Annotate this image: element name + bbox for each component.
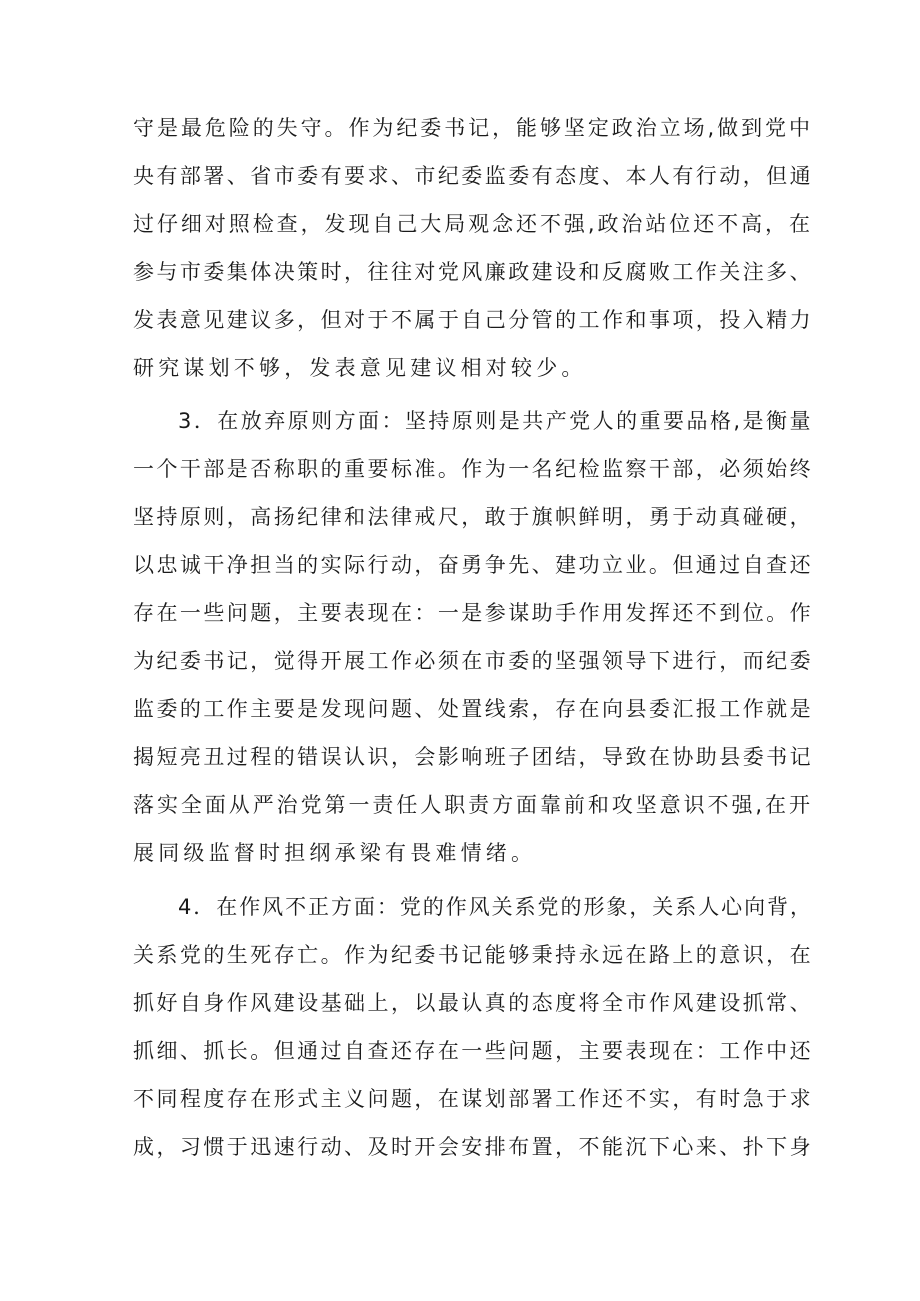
text-line-content: 监委的工作主要是发现问题、处置线索，存在向县委汇报工作就是 [133, 697, 814, 721]
text-line-content: 坚持原则，高扬纪律和法律戒尺，敢于旗帜鲜明，勇于动真碰硬， [133, 505, 814, 529]
text-line-content: 一个干部是否称职的重要标准。作为一名纪检监察干部，必须始终 [133, 457, 814, 481]
text-line-content: 过仔细对照检查，发现自己大局观念还不强,政治站位还不高，在 [133, 212, 813, 236]
text-line-content: 抓细、抓长。但通过自查还存在一些问题，主要表现在：工作中还 [133, 1039, 814, 1063]
text-line [133, 638, 920, 684]
text-line [133, 830, 920, 876]
text-line-content: 发表意见建议多，但对于不属于自己分管的工作和事项，投入精力 [133, 308, 814, 332]
text-line [133, 153, 920, 199]
text-line [133, 201, 920, 247]
text-line-content: 展同级监督时担纲承梁有畏难情绪。 [133, 841, 537, 865]
text-line [133, 345, 920, 391]
text-line-content: 揭短亮丑过程的错误认识，会影响班子团结，导致在协助县委书记 [133, 745, 814, 769]
text-line-content: 参与市委集体决策时，往往对党风廉政建设和反腐败工作关注多、 [133, 260, 814, 284]
text-line-content: 3．在放弃原则方面：坚持原则是共产党人的重要品格,是衡量 [178, 409, 813, 433]
text-line-content: 抓好自身作风建设基础上，以最认真的态度将全市作风建设抓常、 [133, 991, 814, 1015]
text-line-content: 4．在作风不正方面：党的作风关系党的形象，关系人心向背， [178, 895, 813, 919]
text-line-content: 央有部署、省市委有要求、市纪委监委有态度、本人有行动，但通 [133, 164, 814, 188]
text-line-content: 存在一些问题，主要表现在：一是参谋助手作用发挥还不到位。作 [133, 601, 814, 625]
text-line [133, 980, 920, 1026]
text-line [133, 1076, 920, 1122]
text-line-content: 不同程度存在形式主义问题，在谋划部署工作还不实，有时急于求 [133, 1087, 814, 1111]
text-line [133, 494, 920, 540]
text-line-content: 为纪委书记，觉得开展工作必须在市委的坚强领导下进行，而纪委 [133, 649, 814, 673]
text-line [133, 297, 920, 343]
text-line [133, 1124, 920, 1170]
text-line [133, 932, 920, 978]
text-line [178, 884, 920, 930]
text-line [133, 1028, 920, 1074]
text-line [178, 398, 920, 444]
text-line-content: 研究谋划不够，发表意见建议相对较少。 [133, 356, 587, 380]
text-line [133, 542, 920, 588]
text-line [133, 446, 920, 492]
text-line [133, 686, 920, 732]
text-line-content: 守是最危险的失守。作为纪委书记，能够坚定政治立场,做到党中 [133, 116, 813, 140]
text-line [133, 105, 920, 151]
text-line [133, 249, 920, 295]
text-line-content: 关系党的生死存亡。作为纪委书记能够秉持永远在路上的意识，在 [133, 943, 814, 967]
text-line-content: 落实全面从严治党第一责任人职责方面靠前和攻坚意识不强,在开 [133, 793, 813, 817]
text-line-content: 成，习惯于迅速行动、及时开会安排布置，不能沉下心来、扑下身 [133, 1135, 814, 1159]
text-line [133, 590, 920, 636]
text-line [133, 734, 920, 780]
text-line [133, 782, 920, 828]
text-line-content: 以忠诚干净担当的实际行动，奋勇争先、建功立业。但通过自查还 [133, 553, 814, 577]
